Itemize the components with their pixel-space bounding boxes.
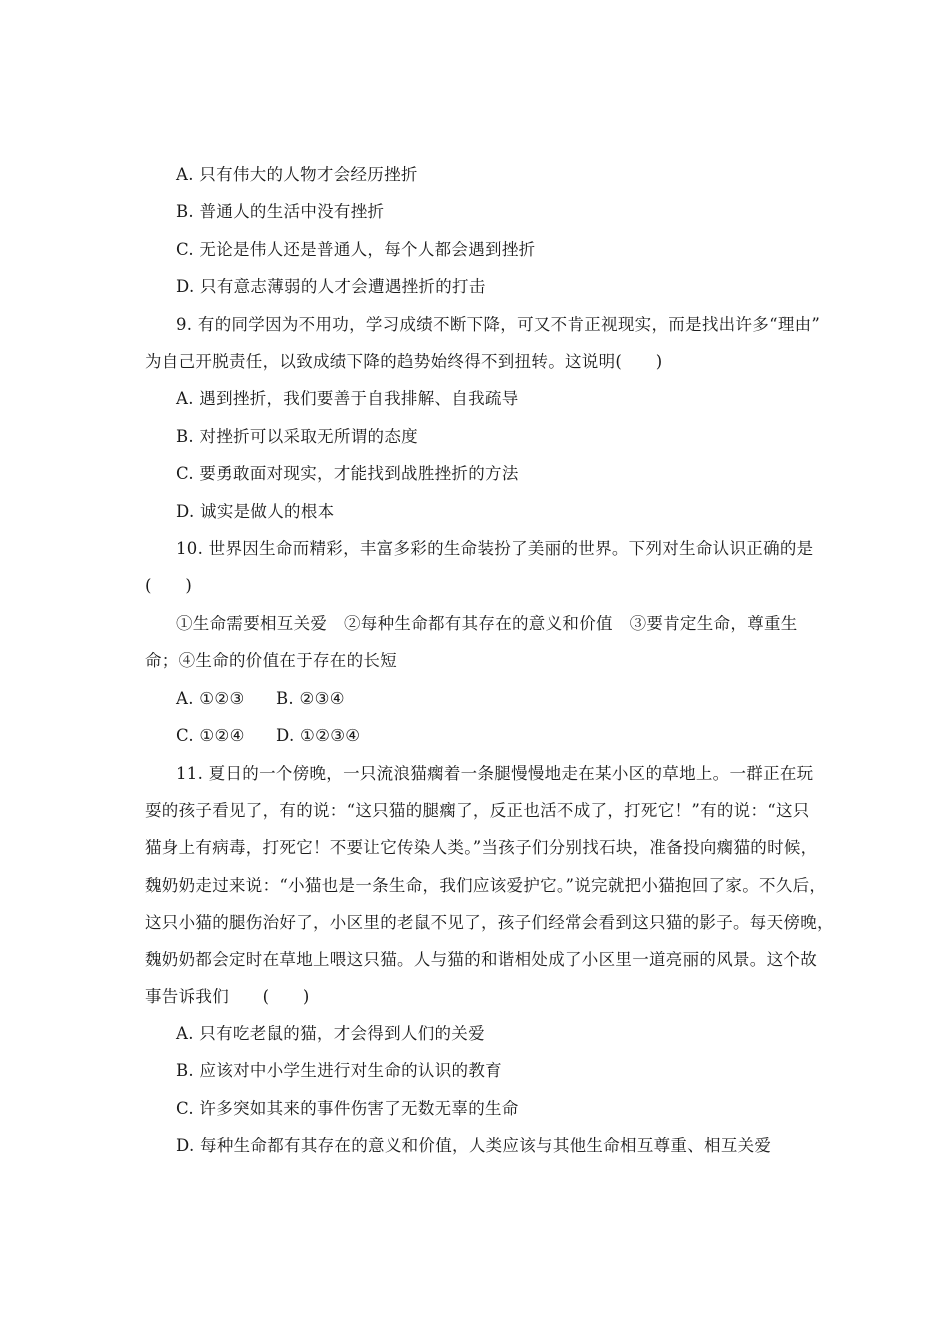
q8-option-b: B. 普通人的生活中没有挫折 [176,202,385,221]
q11-stem-line-5: 这只小猫的腿伤治好了，小区里的老鼠不见了，孩子们经常会看到这只猫的影子。每天傍晚， [145,913,834,932]
q9-stem-line-1: 9. 有的同学因为不用功，学习成绩不断下降，可又不肯正视现实，而是找出许多“理由” [176,315,821,334]
q9-option-b: B. 对挫折可以采取无所谓的态度 [176,427,418,446]
q10-options-row-2 [0,717,950,754]
q9-stem-line-2: 为自己开脱责任，以致成绩下降的趋势始终得不到扭转。这说明( ) [145,352,663,371]
q10-options-row-1 [0,680,950,717]
q11-option-d: D. 每种生命都有其存在的意义和价值，人类应该与其他生命相互尊重、相互关爱 [176,1136,772,1155]
q11-option-a: A. 只有吃老鼠的猫，才会得到人们的关爱 [176,1024,485,1043]
q11-option-b: B. 应该对中小学生进行对生命的认识的教育 [176,1061,502,1080]
q10-option-b: B. ②③④ [276,689,345,708]
q11-stem-line-3: 猫身上有病毒，打死它！不要让它传染人类。”当孩子们分别找石块，准备投向瘸猫的时候， [145,838,818,857]
q8-option-d: D. 只有意志薄弱的人才会遭遇挫折的打击 [176,277,486,296]
q11-stem-line-7: 事告诉我们 ( ) [145,987,310,1006]
q10-stem-line-2: ( ) [145,576,193,595]
q11-stem-line-2: 耍的孩子看见了，有的说：“这只猫的腿瘸了，反正也活不成了，打死它！”有的说：“这只 [145,801,810,820]
q9-option-c: C. 要勇敢面对现实，才能找到战胜挫折的方法 [176,464,519,483]
q11-stem-line-6: 魏奶奶都会定时在草地上喂这只猫。人与猫的和谐相处成了小区里一道亮丽的风景。这个故 [145,950,817,969]
q11-stem-line-4: 魏奶奶走过来说：“小猫也是一条生命，我们应该爱护它。”说完就把小猫抱回了家。不久后， [145,876,827,895]
q10-option-c: C. ①②④ [176,726,245,745]
q8-option-a: A. 只有伟大的人物才会经历挫折 [176,165,418,184]
q8-option-c: C. 无论是伟人还是普通人，每个人都会遇到挫折 [176,240,536,259]
q10-option-a: A. ①②③ [176,689,245,708]
q9-option-d: D. 诚实是做人的根本 [176,502,335,521]
q10-option-d: D. ①②③④ [276,726,361,745]
q10-statements-line-2: 命；④生命的价值在于存在的长短 [145,651,397,670]
q9-option-a: A. 遇到挫折，我们要善于自我排解、自我疏导 [176,389,519,408]
q10-stem-line-1: 10. 世界因生命而精彩，丰富多彩的生命装扮了美丽的世界。下列对生命认识正确的是 [176,539,814,558]
q11-option-c: C. 许多突如其来的事件伤害了无数无辜的生命 [176,1099,519,1118]
q11-stem-line-1: 11. 夏日的一个傍晚，一只流浪猫瘸着一条腿慢慢地走在某小区的草地上。一群正在玩 [176,764,814,783]
q10-statements-line-1: ①生命需要相互关爱 ②每种生命都有其存在的意义和价值 ③要肯定生命，尊重生 [176,614,798,633]
